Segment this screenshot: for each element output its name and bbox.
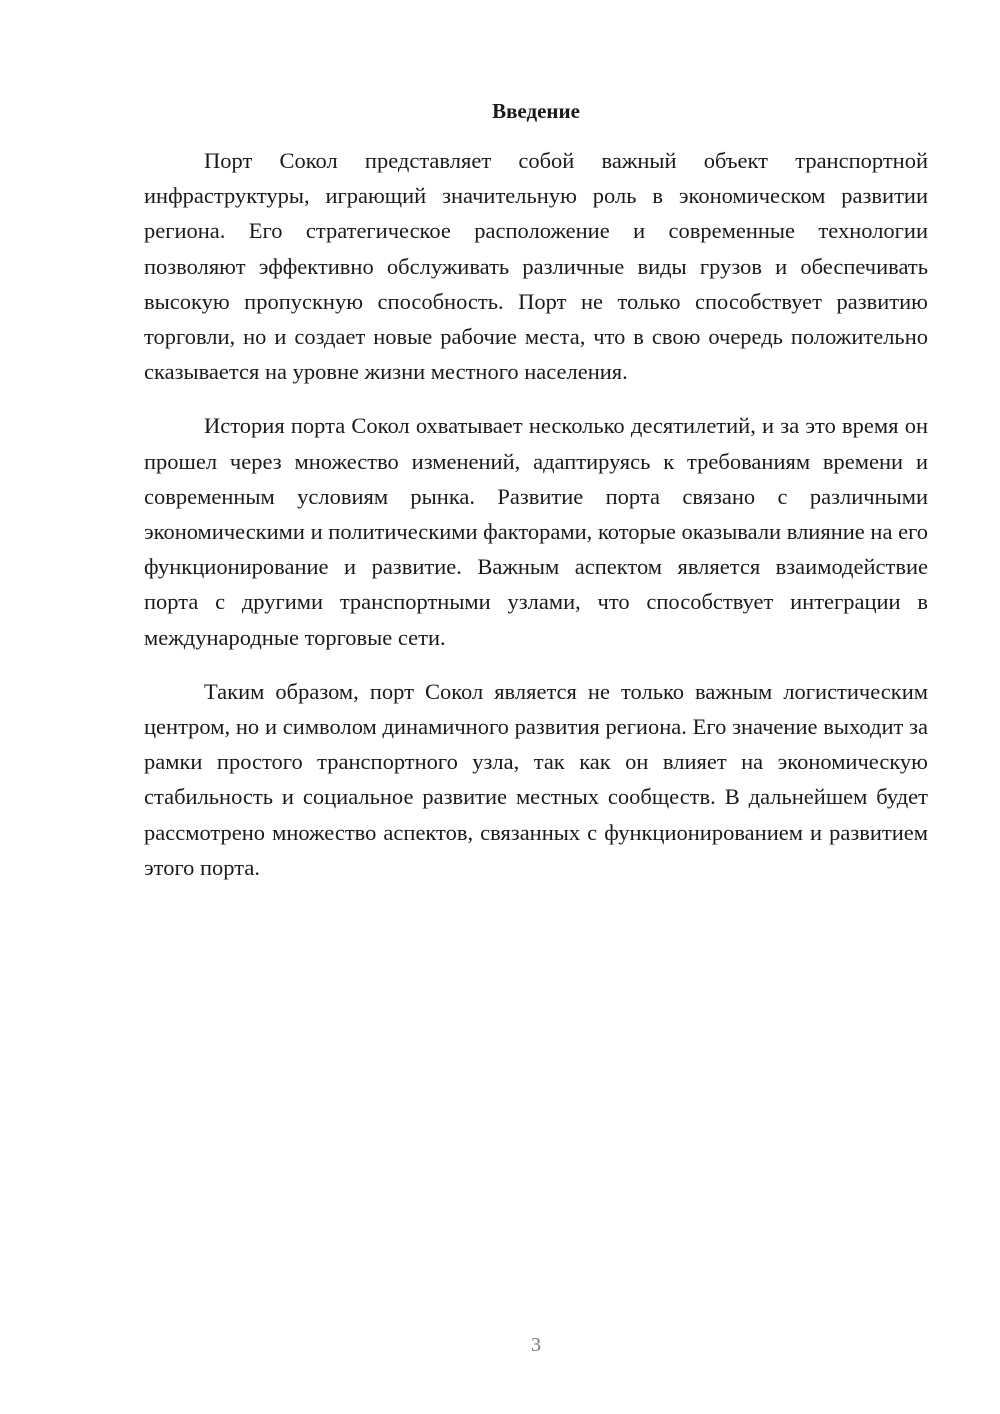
page-number: 3	[531, 1334, 541, 1356]
paragraph-1: Порт Сокол представляет собой важный объект транспортной инфраструктуры, играющий значительную роль в экономическом развитии региона. Его стратегическое расположение и современные технологии позволяют эффективно обслуживать различные виды грузов и обеспечивать высокую пропускную способность. Порт не только способствует развитию торговли, но и создает новые рабочие места, что в свою очередь положительно сказывается на уровне жизни местного населения.	[144, 148, 928, 385]
section-title: Введение	[492, 99, 580, 123]
page-content	[144, 95, 928, 904]
paragraph-2: История порта Сокол охватывает несколько десятилетий, и за это время он прошел через множество изменений, адаптируясь к требованиям времени и современным условиям рынка. Развитие порта связано с различными экономическими и политическими факторами, которые оказывали влияние на его функционирование и развитие. Важным аспектом является взаимодействие порта с другими транспортными узлами, что способствует интеграции в международные торговые сети.	[144, 413, 928, 650]
paragraph-3: Таким образом, порт Сокол является не только важным логистическим центром, но и символом динамичного развития региона. Его значение выходит за рамки простого транспортного узла, так как он влияет на экономическую стабильность и социальное развитие местных сообществ. В дальнейшем будет рассмотрено множество аспектов, связанных с функционированием и развитием этого порта.	[144, 678, 928, 880]
